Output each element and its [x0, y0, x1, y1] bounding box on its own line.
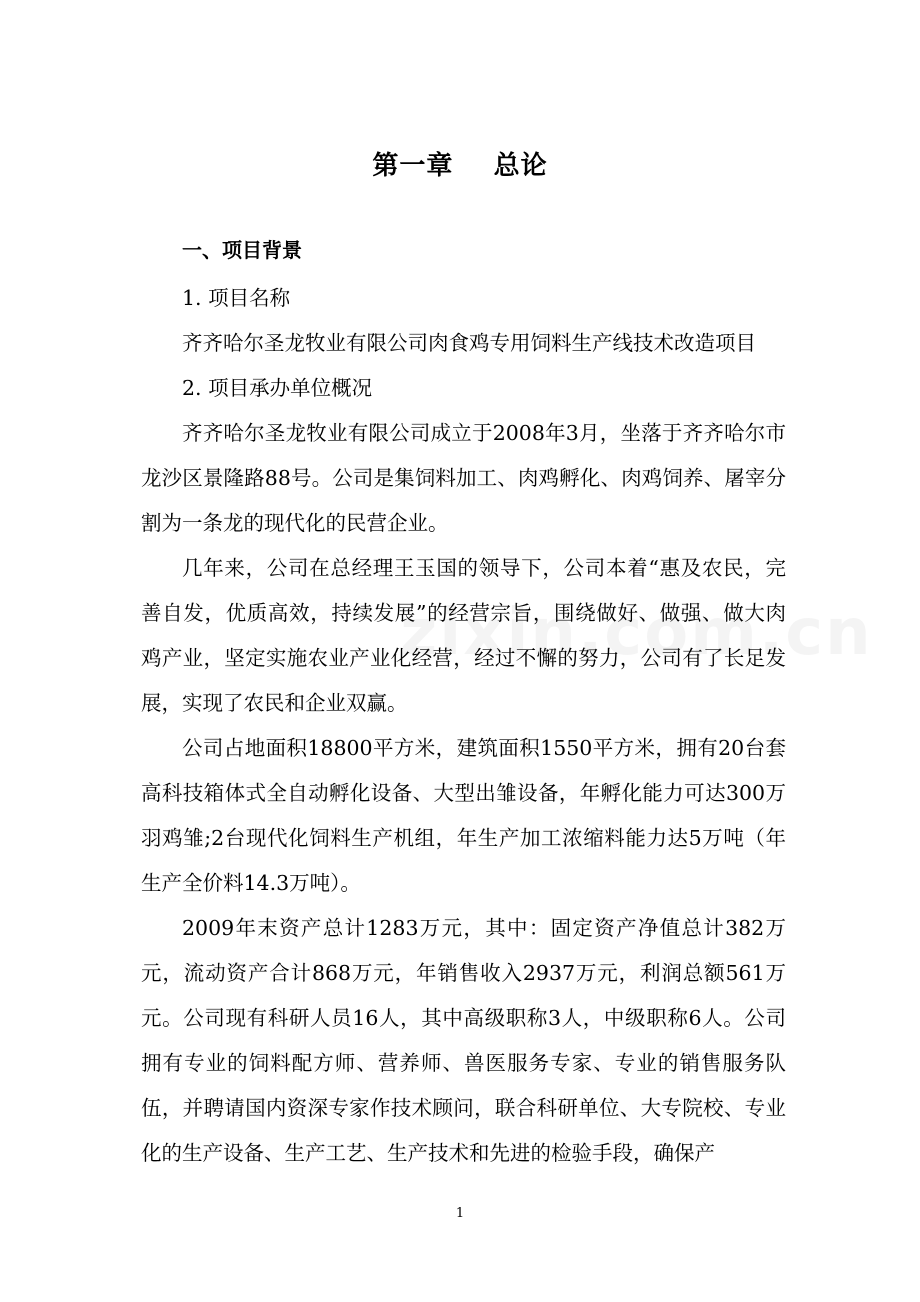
paragraph-company-facilities: 公司占地面积18800平方米，建筑面积1550平方米，拥有20台套高科技箱体式全自动孵化设备、大型出雏设备，年孵化能力可达300万羽鸡雏;2台现代化饲料生产机组，年生产加工浓缩料能力达5万吨（年生产全价料14.3万吨）。 — [141, 736, 786, 895]
paragraph-company-founding: 齐齐哈尔圣龙牧业有限公司成立于2008年3月，坐落于齐齐哈尔市龙沙区景隆路88号。公司是集饲料加工、肉鸡孵化、肉鸡饲养、屠宰分割为一条龙的现代化的民营企业。 — [141, 421, 786, 535]
section-heading: 一、项目背景 — [182, 238, 302, 262]
paragraph-company-development: 几年来，公司在总经理王玉国的领导下，公司本着“惠及农民，完善自发，优质高效，持续发展”的经营宗旨，围绕做好、做强、做大肉鸡产业，坚定实施农业产业化经营，经过不懈的努力，公司有了长足发展，实现了农民和企业双赢。 — [141, 556, 786, 715]
project-name-paragraph: 齐齐哈尔圣龙牧业有限公司肉食鸡专用饲料生产线技术改造项目 — [182, 331, 756, 355]
paragraph-company-finances: 2009年末资产总计1283万元，其中：固定资产净值总计382万元，流动资产合计868万元，年销售收入2937万元，利润总额561万元。公司现有科研人员16人，其中高级职称3人，中级职称6人。公司拥有专业的饲料配方师、营养师、兽医服务专家、专业的销售服务队伍，并聘请国内资深专家作技术顾问，联合科研单位、大专院校、专业化的生产设备、生产工艺、生产技术和先进的检验手段，确保产 — [141, 916, 786, 1165]
document-body — [141, 228, 786, 1176]
page-number: 1 — [455, 1206, 465, 1221]
chapter-title: 第一章 总论 — [372, 151, 548, 181]
subsection-heading-project-name: 1. 项目名称 — [182, 286, 291, 310]
subsection-heading-company-overview: 2. 项目承办单位概况 — [182, 376, 373, 400]
